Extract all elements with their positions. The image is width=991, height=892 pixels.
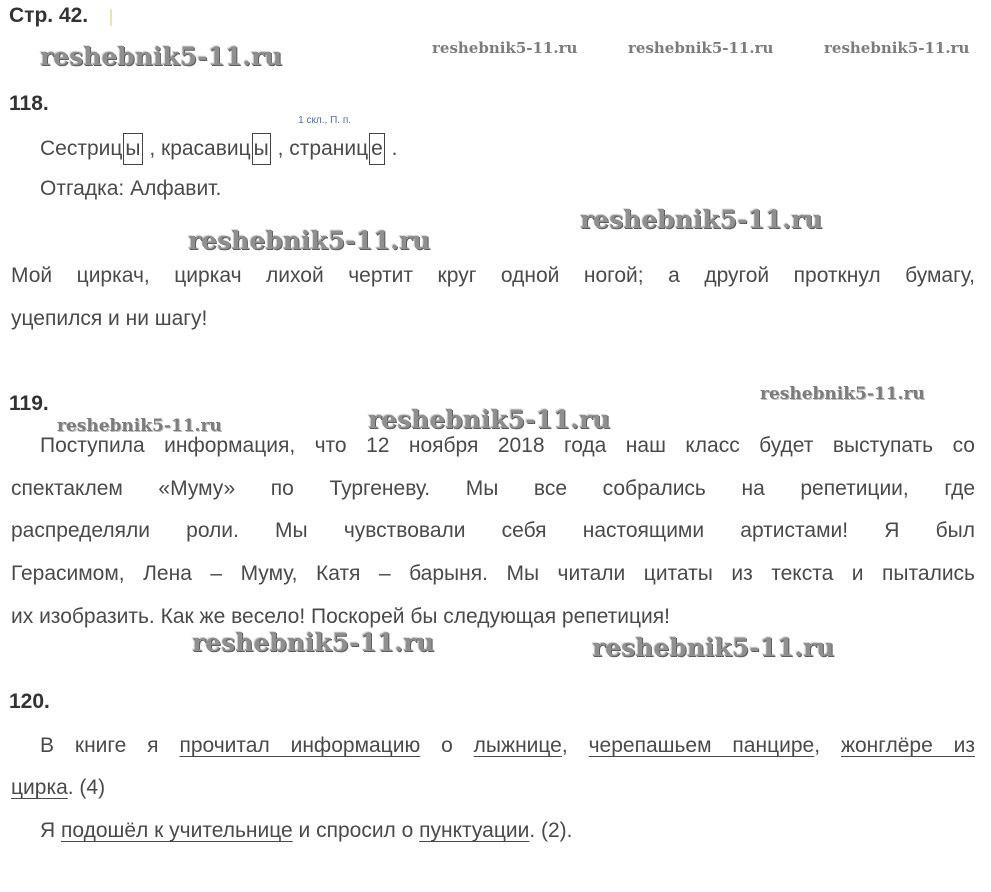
watermark: reshebnik5-11.ru [188, 226, 431, 255]
word: страниц 1 скл., П. п. е . [289, 137, 397, 160]
watermark: reshebnik5-11.ru [580, 205, 823, 234]
underlined-phrase: пунктуации [419, 819, 530, 842]
underlined-phrase: лыжнице [473, 734, 562, 757]
sentence-line: Я подошёл к учительнице и спросил о пунктуации. (2). [40, 819, 573, 842]
highlight-mark [110, 9, 112, 26]
underlined-phrase: черепашьем панцире [588, 734, 815, 757]
word: Сестриц ы , [40, 137, 155, 160]
underlined-phrase: жонглёре из [840, 734, 976, 757]
watermark: reshebnik5-11.ru [592, 633, 835, 662]
watermark: reshebnik5-11.ru [760, 384, 925, 404]
ending-box: е [369, 133, 385, 165]
underlined-phrase: прочитал информацию [179, 734, 421, 757]
word: красавиц ы , [161, 137, 283, 160]
underlined-phrase: подошёл к учительнице [61, 819, 293, 842]
exercise-number: 120. [9, 690, 50, 713]
paragraph-line: спектаклем «Муму» по Тургеневу. Мы все собрались на репетиции, где [11, 477, 975, 500]
watermark: reshebnik5-11.ru [824, 39, 970, 57]
watermark: reshebnik5-11.ru [368, 405, 611, 434]
watermark: reshebnik5-11.ru [57, 416, 222, 436]
riddle-line: уцепился и ни шагу! [11, 307, 208, 330]
ending-box: ы [123, 133, 142, 165]
watermark: reshebnik5-11.ru [192, 628, 435, 657]
watermark: reshebnik5-11.ru [432, 39, 578, 57]
paragraph-line: распределяли роли. Мы чувствовали себя настоящими артистами! Я был [11, 519, 975, 542]
ending-box: ы [252, 133, 271, 165]
sentence-line: В книге я прочитал информацию о лыжнице, черепашьем панцире, жонглёре из [40, 734, 976, 757]
exercise-number: 119. [9, 392, 49, 415]
page-number: Стр. 42. [9, 4, 89, 27]
riddle-line: Мой циркач, циркач лихой чертит круг одной ногой; а другой проткнул бумагу, [11, 264, 975, 287]
paragraph-line: Герасимом, Лена – Муму, Катя – барыня. Мы читали цитаты из текста и пытались [11, 562, 975, 585]
underlined-phrase: цирка [11, 776, 68, 799]
riddle-answer: Отгадка: Алфавит. [40, 177, 222, 200]
watermark: reshebnik5-11.ru [40, 42, 283, 71]
sentence-line: цирка. (4) [11, 776, 106, 799]
paragraph-line: их изобразить. Как же весело! Поскорей бы следующая репетиция! [11, 605, 670, 628]
word-list [40, 115, 398, 165]
paragraph-line: Поступила информация, что 12 ноября 2018 года наш класс будет выступать со [40, 434, 975, 457]
watermark: reshebnik5-11.ru [628, 39, 774, 57]
exercise-number: 118. [9, 92, 49, 115]
ending-note: 1 скл., П. п. [298, 115, 352, 126]
